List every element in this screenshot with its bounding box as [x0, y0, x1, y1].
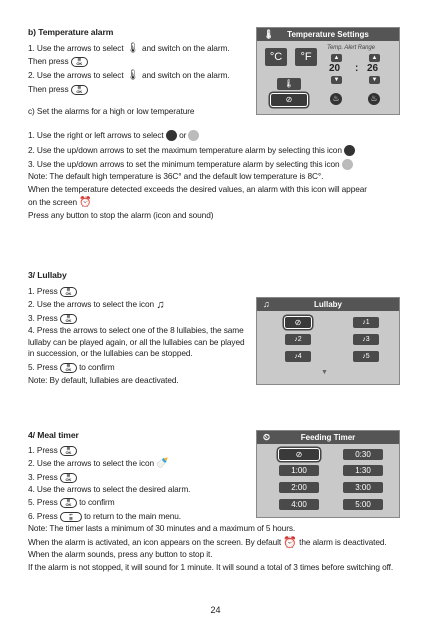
temp-step-2-press: Then press ☰ OK [28, 84, 88, 95]
high-temp-alarm-icon[interactable]: ♨ [330, 93, 342, 105]
meal-sounds-text: When the alarm sounds, press any button to stop it. [28, 549, 213, 559]
temp-alarm-toggle-button[interactable]: 🌡 [277, 78, 301, 90]
meal-step-1: 1. Press ☰ OK [28, 445, 77, 456]
temp-on-screen: on the screen ⏰ [28, 196, 92, 208]
high-temp-value: 26 [367, 63, 378, 74]
meal-default-text: When the alarm is activated, an icon appears on the screen. By default ⏰ the alarm is deactivated. [28, 536, 387, 549]
feeding-time-0-30[interactable]: 0:30 [343, 449, 383, 460]
lullaby-off-button[interactable]: ⊘ [285, 317, 311, 328]
temp-alert-range-label: Temp. Alert Range [327, 45, 375, 51]
low-temp-alarm-icon[interactable]: ♨ [368, 93, 380, 105]
high-temp-icon [344, 145, 355, 156]
lullaby-step-2: 2. Use the arrows to select the icon ♫ [28, 298, 165, 311]
high-up-arrow[interactable]: ▲ [369, 54, 380, 62]
alarm-warning-icon: ⏰ [79, 196, 92, 208]
feeding-timer-icon: ⏲ [263, 432, 271, 442]
lullaby-panel [256, 297, 400, 385]
feeding-bottle-icon: 🍼 [156, 457, 169, 469]
temp-stop-alarm: Press any button to stop the alarm (icon and sound) [28, 210, 214, 220]
meal-repeat-text: If the alarm is not stopped, it will sound for 1 minute. It will sound a total of 3 times before switching off. [28, 562, 394, 572]
temperature-settings-panel [256, 27, 400, 115]
temp-note: Note: The default high temperature is 36C° and the default low temperature is 8C°. [28, 171, 324, 181]
lullaby-item-1[interactable]: ♪1 [353, 317, 379, 328]
meal-step-6: 6. Press ↩ ☰ to return to the main menu. [28, 511, 181, 521]
fahrenheit-button[interactable]: °F [295, 48, 317, 66]
page-number: 24 [210, 605, 221, 615]
lullaby-panel-title: ♫ Lullaby [257, 298, 399, 311]
lullaby-step-1: 1. Press ☰ OK [28, 286, 77, 297]
high-down-arrow[interactable]: ▼ [369, 76, 380, 84]
temp-set-step-3: 3. Use the up/down arrows to set the minimum temperature alarm by selecting this icon [28, 159, 353, 170]
feeding-time-2-00[interactable]: 2:00 [279, 482, 319, 493]
scroll-down-arrow[interactable]: ▼ [321, 369, 328, 376]
feeding-time-3-00[interactable]: 3:00 [343, 482, 383, 493]
lullaby-item-3[interactable]: ♪3 [353, 334, 379, 345]
temp-set-alarms-heading: c) Set the alarms for a high or low temperature [28, 106, 195, 116]
low-temp-value: 20 [329, 63, 340, 74]
ok-button-icon: ☰ OK [71, 57, 88, 67]
meal-timer-heading: 4/ Meal timer [28, 430, 79, 440]
feeding-time-5-00[interactable]: 5:00 [343, 499, 383, 510]
feeding-off-button[interactable]: ⊘ [279, 449, 319, 460]
low-temp-icon [188, 130, 199, 141]
temperature-alarm-heading: b) Temperature alarm [28, 27, 114, 37]
lullaby-step-5: 5. Press ☰ OK to confirm [28, 362, 115, 372]
thermometer-alarm-icon: 🌡 [126, 42, 140, 54]
thermometer-off-icon: 🌡 [126, 69, 140, 81]
feeding-timer-panel [256, 430, 400, 518]
temp-exceed-text: When the temperature detected exceeds the desired values, an alarm with this icon will appear [28, 184, 367, 194]
temp-step-1: 1. Use the arrows to select 🌡 and switch on the alarm. [28, 42, 230, 54]
temp-step-1-press: Then press ☰ OK [28, 56, 88, 67]
ok-button-icon: ☰ OK [60, 363, 77, 373]
ok-button-icon: ☰ OK [60, 287, 77, 297]
lullaby-step-4: 4. Press the arrows to select one of the 8 lullabies, the same [28, 325, 244, 335]
ok-button-icon: ☰ OK [60, 314, 77, 324]
meal-step-4: 4. Use the arrows to select the desired alarm. [28, 484, 191, 494]
ok-button-icon: ☰ OK [60, 473, 77, 483]
temp-step-2: 2. Use the arrows to select 🌡 and switch on the alarm. [28, 69, 230, 81]
low-temp-icon [342, 159, 353, 170]
back-button-icon: ↩ ☰ [60, 512, 82, 522]
lullaby-item-5[interactable]: ♪5 [353, 351, 379, 362]
feeding-time-4-00[interactable]: 4:00 [279, 499, 319, 510]
thermometer-icon: 🌡 [263, 29, 275, 39]
feeding-time-1-00[interactable]: 1:00 [279, 465, 319, 476]
meal-step-3: 3. Press ☰ OK [28, 472, 77, 483]
music-note-icon: ♫ [263, 299, 270, 309]
temperature-settings-title: 🌡 Temperature Settings [257, 28, 399, 41]
meal-note: Note: The timer lasts a minimum of 30 minutes and a maximum of 5 hours. [28, 523, 296, 533]
lullaby-heading: 3/ Lullaby [28, 270, 67, 280]
lullaby-step-3: 3. Press ☰ OK [28, 313, 77, 324]
lullaby-note: Note: By default, lullabies are deactivated. [28, 375, 179, 385]
meal-step-2: 2. Use the arrows to select the icon 🍼 [28, 457, 169, 469]
low-down-arrow[interactable]: ▼ [331, 76, 342, 84]
meal-step-5: 5. Press ☰ OK to confirm [28, 497, 115, 507]
lullaby-item-2[interactable]: ♪2 [285, 334, 311, 345]
temp-alarm-off-button[interactable]: ⊘ [271, 94, 307, 106]
range-separator: : [355, 63, 359, 74]
celsius-button[interactable]: °C [265, 48, 287, 66]
music-note-icon: ♫ [156, 298, 165, 311]
lullaby-item-4[interactable]: ♪4 [285, 351, 311, 362]
temp-set-step-1: 1. Use the right or left arrows to select or [28, 130, 199, 141]
low-up-arrow[interactable]: ▲ [331, 54, 342, 62]
alarm-clock-icon: ⏰ [283, 536, 297, 549]
temp-set-step-2: 2. Use the up/down arrows to set the maximum temperature alarm by selecting this icon [28, 145, 355, 156]
lullaby-step-4c: in succession, or the lullabies can be stopped. [28, 348, 193, 358]
ok-button-icon: ☰ OK [71, 85, 88, 95]
feeding-time-1-30[interactable]: 1:30 [343, 465, 383, 476]
feeding-timer-title: ⏲ Feeding Timer [257, 431, 399, 444]
ok-button-icon: ☰ OK [60, 498, 77, 508]
high-temp-icon [166, 130, 177, 141]
ok-button-icon: ☰ OK [60, 446, 77, 456]
lullaby-step-4b: lullaby can be played again, or all the lullabies can be played [28, 337, 245, 347]
